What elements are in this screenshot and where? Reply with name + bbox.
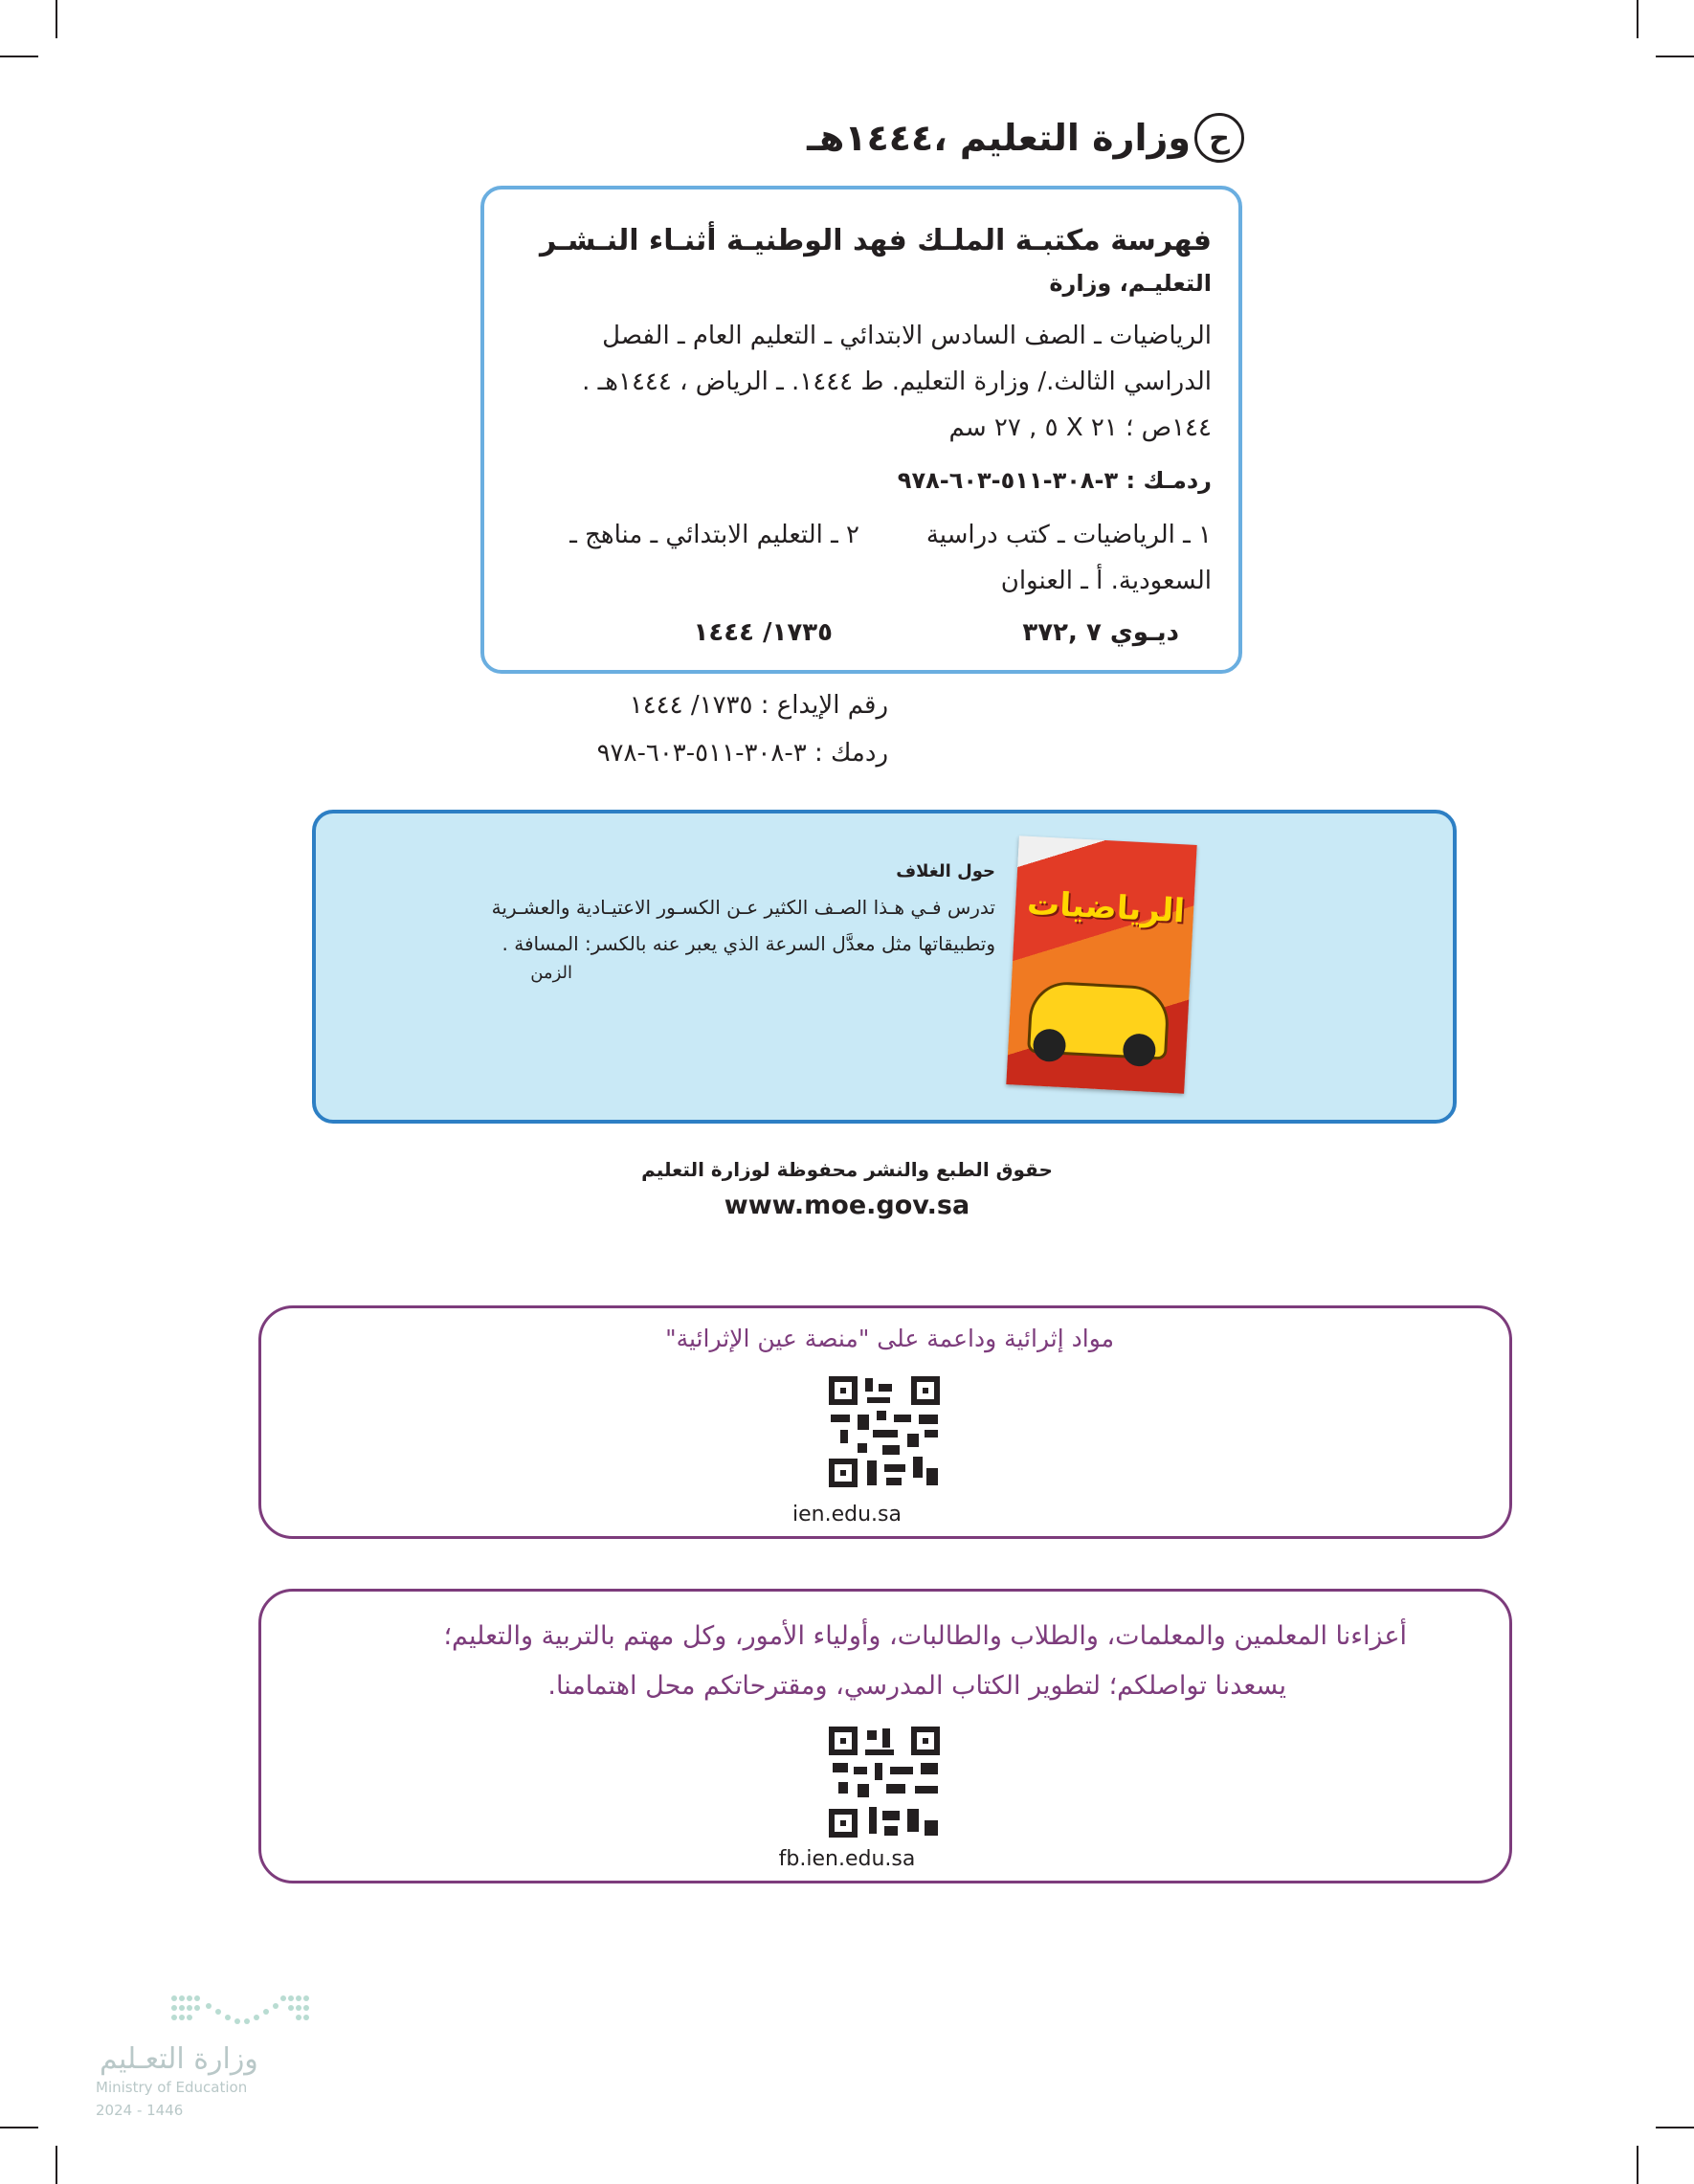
copyright-notice: حقوق الطبع والنشر محفوظة لوزارة التعليم bbox=[641, 1158, 1053, 1181]
crop-mark bbox=[1656, 2127, 1694, 2128]
crop-mark bbox=[1656, 56, 1694, 57]
catalog-dewey: ديـوي ٧ ,٣٧٢ bbox=[1022, 618, 1179, 647]
deposit-number: رقم الإيداع : ١٧٣٥/ ١٤٤٤ bbox=[629, 691, 888, 720]
cover-line-2: وتطبيقاتها مثل معدَّل السرعة الذي يعبر عنه بالكسر: المسافة . bbox=[502, 932, 995, 955]
catalog-subjects-2: السعودية. أ ـ العنوان bbox=[1000, 567, 1212, 595]
cover-box bbox=[312, 810, 1457, 1124]
qr-code-icon[interactable] bbox=[829, 1376, 940, 1487]
catalog-line-3: ١٤٤ص ؛ ٢١ X ٥ , ٢٧ سم bbox=[948, 413, 1212, 442]
book-cover-image bbox=[1006, 836, 1196, 1093]
copyright-text: وزارة التعليم ،١٤٤٤هـ bbox=[807, 117, 1191, 159]
enrichment-url[interactable]: ien.edu.sa bbox=[792, 1503, 902, 1527]
crop-mark bbox=[56, 0, 57, 38]
crop-mark bbox=[56, 2146, 57, 2184]
catalog-box bbox=[480, 186, 1242, 674]
catalog-isbn: ردمـك : ٣-٣٠٨-٥١١-٦٠٣-٩٧٨ bbox=[897, 467, 1212, 494]
copyright-line bbox=[807, 113, 1244, 163]
catalog-line-1: الرياضيات ـ الصف السادس الابتدائي ـ التعليم العام ـ الفصل bbox=[602, 322, 1212, 350]
moe-logo-year: 2024 - 1446 bbox=[96, 2102, 184, 2119]
wheel-icon bbox=[1123, 1033, 1157, 1067]
crop-mark bbox=[0, 2127, 38, 2128]
catalog-author: التعليـم، وزارة bbox=[1049, 270, 1212, 297]
cover-line-1: تدرس فـي هـذا الصـف الكثير عـن الكسـور الاعتيـادية والعشـرية bbox=[491, 896, 995, 919]
feedback-line-2: يسعدنا تواصلكم؛ لتطوير الكتاب المدرسي، ومقترحاتكم محل اهتمامنا. bbox=[547, 1671, 1286, 1701]
enrichment-text: مواد إثرائية وداعمة على "منصة عين الإثرائية" bbox=[665, 1325, 1114, 1352]
qr-code-icon[interactable] bbox=[829, 1727, 940, 1838]
cover-title: الرياضيات bbox=[1026, 883, 1186, 931]
catalog-subjects-1b: ٢ ـ التعليم الابتدائي ـ مناهج ـ bbox=[569, 521, 859, 549]
isbn-line: ردمك : ٣-٣٠٨-٥١١-٦٠٣-٩٧٨ bbox=[596, 739, 888, 768]
catalog-title: فهرسة مكتبـة الملـك فهد الوطنيـة أثنـاء النـشـر bbox=[540, 224, 1212, 257]
crop-mark bbox=[1637, 0, 1638, 38]
website-link[interactable]: www.moe.gov.sa bbox=[724, 1191, 970, 1220]
moe-logo-english: Ministry of Education bbox=[96, 2079, 248, 2096]
catalog-subjects-1a: ١ ـ الرياضيات ـ كتب دراسية bbox=[925, 521, 1212, 549]
catalog-deposit: ١٧٣٥/ ١٤٤٤ bbox=[693, 618, 833, 647]
moe-logo-icon bbox=[168, 1993, 312, 2035]
catalog-line-2: الدراسي الثالث./ وزارة التعليم. ط ١٤٤٤. ـ الرياض ، ١٤٤٤هـ . bbox=[582, 368, 1212, 396]
fraction-denominator: الزمن bbox=[530, 963, 572, 983]
wheel-icon bbox=[1033, 1028, 1067, 1062]
feedback-url[interactable]: fb.ien.edu.sa bbox=[778, 1847, 916, 1871]
feedback-line-1: أعزاءنا المعلمين والمعلمات، والطلاب والطالبات، وأولياء الأمور، وكل مهتم بالتربية والتعليم؛ bbox=[443, 1621, 1407, 1651]
crop-mark bbox=[0, 56, 38, 57]
crop-mark bbox=[1637, 2146, 1638, 2184]
copyright-symbol: ح bbox=[1194, 113, 1244, 163]
moe-logo-arabic: وزارة التعـليم bbox=[100, 2042, 258, 2076]
cover-heading: حول الغلاف bbox=[896, 861, 995, 881]
